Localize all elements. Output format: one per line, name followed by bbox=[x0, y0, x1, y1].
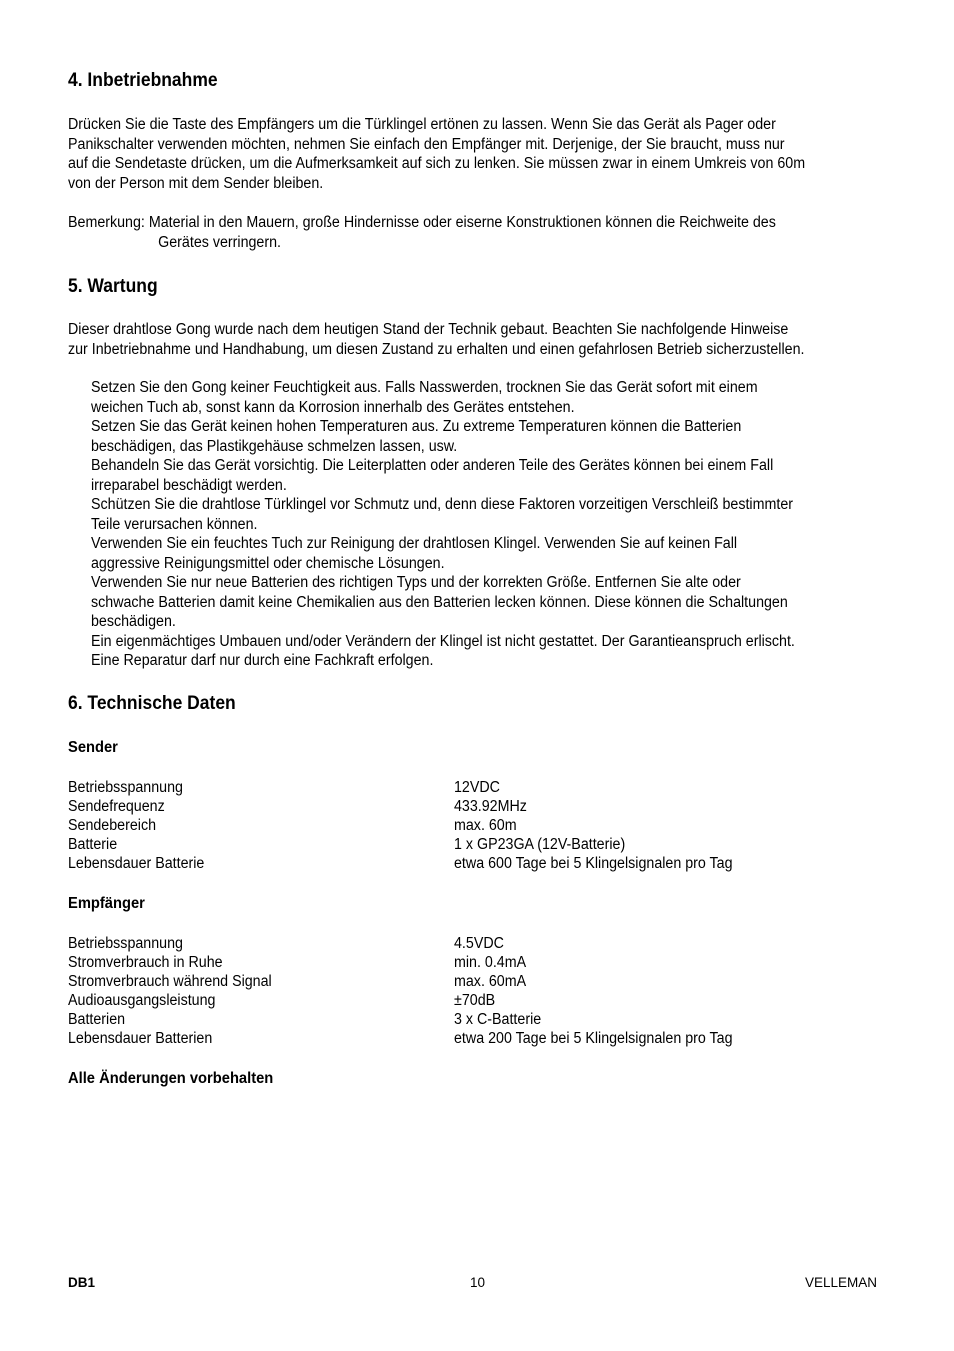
spec-label: Sendefrequenz bbox=[68, 798, 165, 815]
footer-brand: VELLEMAN bbox=[805, 1275, 878, 1290]
spec-label: Batterie bbox=[68, 836, 118, 853]
wartung-paragraph bbox=[68, 320, 822, 359]
spec-value: max. 60mA bbox=[454, 973, 527, 990]
list-item bbox=[91, 456, 795, 495]
footer-model: DB1 bbox=[68, 1275, 96, 1290]
list-item-line: irreparabel beschädigt werden. bbox=[91, 476, 287, 494]
spec-value: 1 x GP23GA (12V-Batterie) bbox=[454, 836, 626, 853]
list-item-line: weichen Tuch ab, sonst kann da Korrosion innerhalb des Gerätes entstehen. bbox=[91, 398, 575, 416]
inbetriebnahme-paragraph bbox=[68, 115, 822, 193]
spec-label: Batterien bbox=[68, 1011, 126, 1028]
spec-label: Lebensdauer Batterien bbox=[68, 1030, 213, 1047]
footer-page-number: 10 bbox=[470, 1275, 486, 1290]
spec-value: max. 60m bbox=[454, 817, 517, 834]
list-item-line: aggressive Reinigungsmittel oder chemische Lösungen. bbox=[91, 554, 445, 572]
maintenance-list bbox=[91, 378, 795, 671]
spec-label: Stromverbrauch in Ruhe bbox=[68, 954, 223, 971]
list-item-line: Verwenden Sie ein feuchtes Tuch zur Reinigung der drahtlosen Klingel. Verwenden Sie auf keinen Fall bbox=[91, 535, 738, 552]
list-item-line: Eine Reparatur darf nur durch eine Fachkraft erfolgen. bbox=[91, 652, 434, 669]
list-item bbox=[91, 378, 795, 417]
section-heading-technische-daten: 6. Technische Daten bbox=[68, 693, 236, 714]
list-item-line: beschädigen, das Plastikgehäuse schmelzen lassen, usw. bbox=[91, 437, 458, 455]
list-item-line: Verwenden Sie nur neue Batterien des richtigen Typs und der korrekten Größe. Entfernen Sie alte oder bbox=[91, 574, 741, 591]
spec-label: Betriebsspannung bbox=[68, 779, 183, 796]
list-item bbox=[91, 632, 795, 671]
spec-value: 3 x C-Batterie bbox=[454, 1011, 542, 1028]
remark-line: Gerätes verringern. bbox=[158, 233, 282, 251]
spec-label: Stromverbrauch während Signal bbox=[68, 973, 272, 990]
list-item-line: Setzen Sie den Gong keiner Feuchtigkeit aus. Falls Nasswerden, trocknen Sie das Gerät sofort mit einem bbox=[91, 379, 758, 396]
spec-label: Betriebsspannung bbox=[68, 935, 183, 952]
paragraph-line: auf die Sendetaste drücken, um die Aufmerksamkeit auf sich zu lenken. Sie müssen zwar in einem Umkreis von 60m bbox=[68, 155, 806, 172]
spec-value: etwa 200 Tage bei 5 Klingelsignalen pro Tag bbox=[454, 1030, 733, 1047]
spec-label: Audioausgangsleistung bbox=[68, 992, 216, 1009]
remark-note bbox=[68, 213, 776, 252]
spec-value: 12VDC bbox=[454, 779, 500, 796]
list-item-line: beschädigen. bbox=[91, 613, 176, 630]
disclaimer-text: Alle Änderungen vorbehalten bbox=[68, 1070, 274, 1087]
spec-label: Lebensdauer Batterie bbox=[68, 855, 205, 872]
spec-label: Sendebereich bbox=[68, 817, 157, 834]
paragraph-line: Drücken Sie die Taste des Empfängers um die Türklingel ertönen zu lassen. Wenn Sie das Gerät als Pager oder bbox=[68, 116, 776, 133]
section-heading-wartung: 5. Wartung bbox=[68, 276, 158, 297]
section-heading-inbetriebnahme: 4. Inbetriebnahme bbox=[68, 70, 218, 91]
spec-value: min. 0.4mA bbox=[454, 954, 527, 971]
spec-value: 433.92MHz bbox=[454, 798, 527, 815]
receiver-heading: Empfänger bbox=[68, 895, 145, 912]
paragraph-line: Dieser drahtlose Gong wurde nach dem heutigen Stand der Technik gebaut. Beachten Sie nachfolgende Hinweise bbox=[68, 321, 789, 338]
paragraph-line: Panikschalter verwenden möchten, nehmen Sie einfach den Empfänger mit. Derjenige, der Sie braucht, muss nur bbox=[68, 135, 785, 153]
list-item-line: Schützen Sie die drahtlose Türklingel vor Schmutz und, denn diese Faktoren vorzeitigen Verschleiß bestimmter bbox=[91, 496, 794, 513]
list-item-line: Setzen Sie das Gerät keinen hohen Temperaturen aus. Zu extreme Temperaturen können die Batterien bbox=[91, 418, 742, 435]
list-item bbox=[91, 417, 795, 456]
list-item bbox=[91, 534, 795, 573]
remark-line: Bemerkung: Material in den Mauern, große Hindernisse oder eiserne Konstruktionen können die Reichweite des bbox=[68, 214, 776, 231]
spec-value: ±70dB bbox=[454, 992, 496, 1009]
list-item-line: schwache Batterien damit keine Chemikalien aus den Batterien lecken können. Diese können die Schaltungen bbox=[91, 593, 788, 611]
list-item-line: Teile verursachen können. bbox=[91, 515, 258, 533]
spec-value: 4.5VDC bbox=[454, 935, 504, 952]
spec-value: etwa 600 Tage bei 5 Klingelsignalen pro Tag bbox=[454, 855, 733, 872]
list-item-line: Behandeln Sie das Gerät vorsichtig. Die Leiterplatten oder anderen Teile des Gerätes können bei einem Fall bbox=[91, 457, 774, 474]
list-item bbox=[91, 573, 795, 632]
list-item bbox=[91, 495, 795, 534]
paragraph-line: zur Inbetriebnahme und Handhabung, um diesen Zustand zu erhalten und einen gefahrlosen Betrieb sicherzustellen. bbox=[68, 340, 805, 358]
sender-heading: Sender bbox=[68, 739, 118, 756]
list-item-line: Ein eigenmächtiges Umbauen und/oder Verändern der Klingel ist nicht gestattet. Der Garantieanspruch erlischt. bbox=[91, 632, 795, 650]
paragraph-line: von der Person mit dem Sender bleiben. bbox=[68, 174, 324, 192]
